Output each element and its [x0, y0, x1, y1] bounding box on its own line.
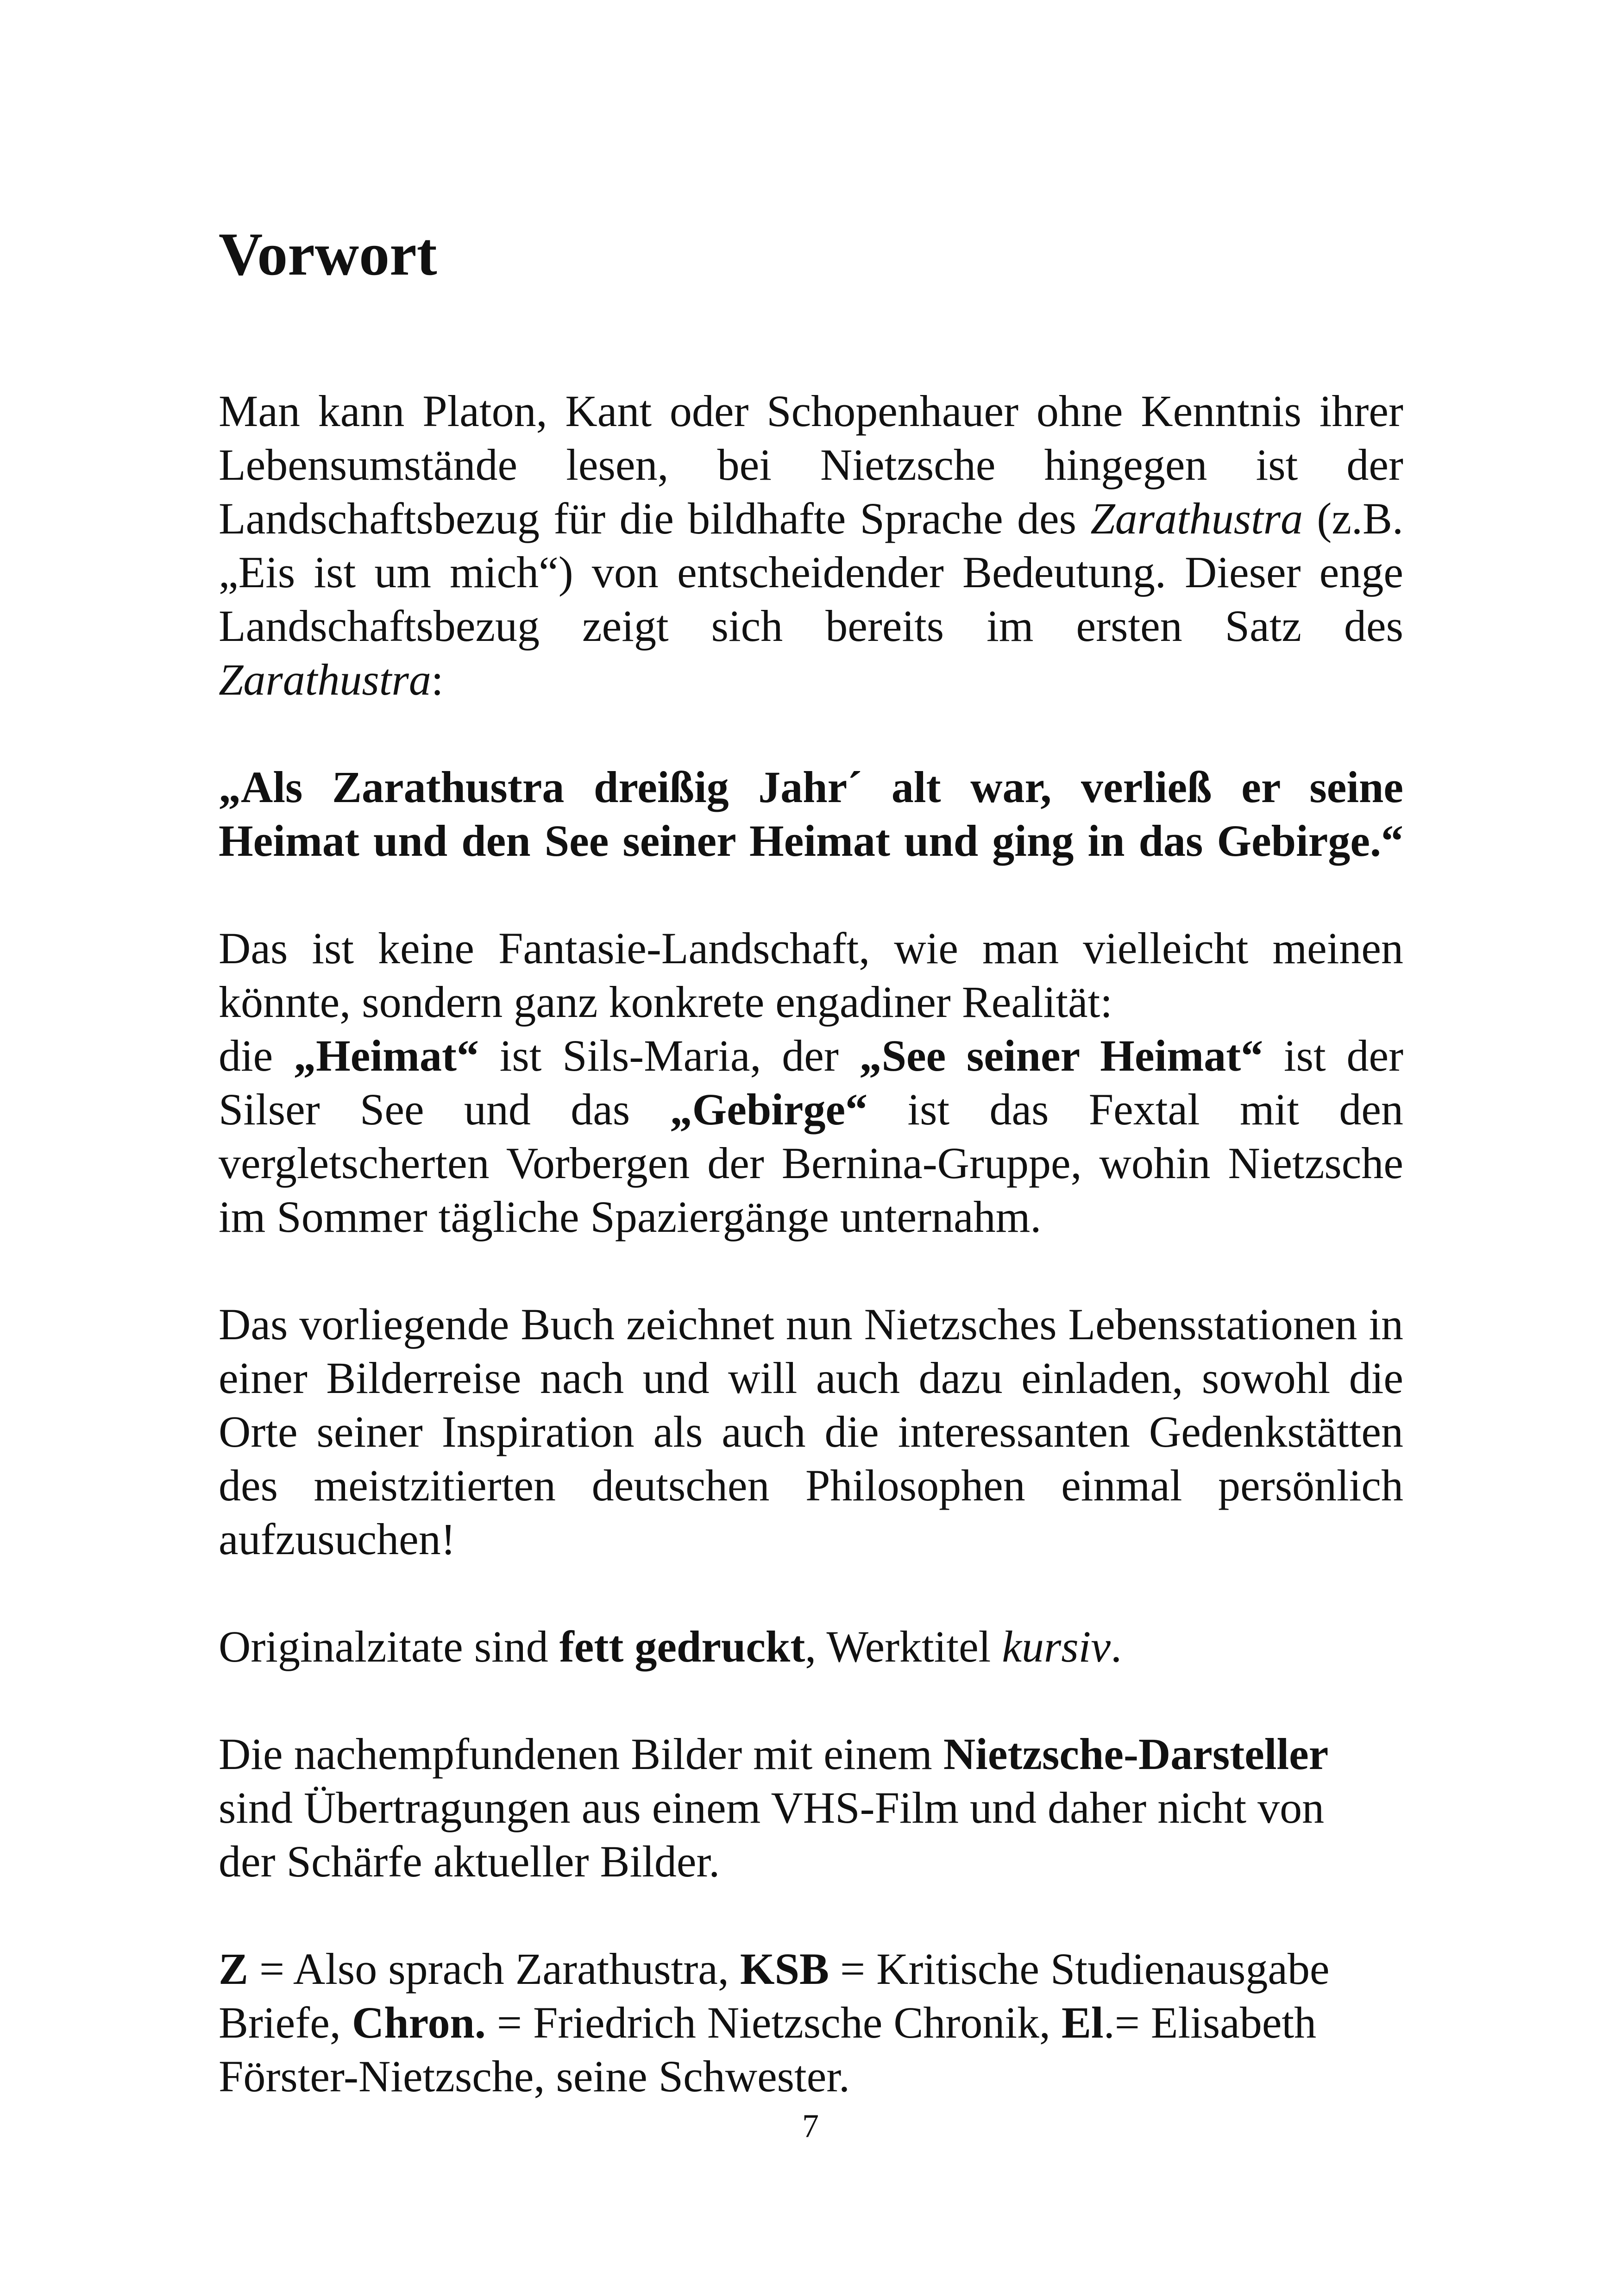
paragraph-book-purpose: Das vorliegende Buch zeichnet nun Nietzsches Lebensstationen in einer Bilderreise nach und will auch dazu einladen, sowohl die Orte seiner Inspiration als auch die interessanten Gedenkstätten des meistzitierten deutschen Philosophen einmal persönlich aufzusuchen! [219, 1299, 1403, 1564]
image-note-text: Die nachempfundenen Bilder mit einem [219, 1729, 943, 1779]
nietzsche-darsteller: Nietzsche-Darsteller [943, 1729, 1329, 1779]
intro-text-b: (z.B. „Eis ist um mich“) von entscheidender Bedeutung. Dieser enge Landschaftsbezug zeigt sich bereits im ersten Satz des [219, 494, 1404, 651]
image-note-line-2: sind Übertragungen aus einem VHS-Film und daher nicht von [219, 1783, 1325, 1832]
paragraph-landscape [219, 922, 1403, 1244]
abbr-ksb-text: = Kritische Studienausgabe [829, 1944, 1330, 1994]
image-note-line-3: der Schärfe aktueller Bilder. [219, 1837, 720, 1886]
typography-text-1: Originalzitate sind [219, 1622, 559, 1671]
typography-text-2: , Werktitel [805, 1622, 1002, 1671]
landscape-text-3: ist der Silser See und das [219, 1031, 1404, 1134]
quote-text: „Als Zarathustra dreißig Jahr´ alt war, verließ er seine Heimat und den See seiner Heimat und ging in das Gebirge.“ [219, 762, 1403, 866]
landscape-text-1: die [219, 1031, 294, 1080]
bold-example: fett gedruckt [559, 1622, 805, 1671]
paragraph-typography-note [219, 1620, 1403, 1674]
quote-gebirge: „Gebirge“ [670, 1085, 868, 1134]
quote-see-seiner-heimat: „See seiner Heimat“ [859, 1031, 1263, 1080]
page-title: Vorwort [219, 220, 437, 288]
quote-heimat: „Heimat“ [294, 1031, 479, 1080]
work-title-zarathustra-2: Zarathustra [219, 655, 431, 704]
landscape-text-4: ist das Fextal mit den vergletscherten Vorbergen der Bernina-Gruppe, wohin Nietzsche im Sommer tägliche Spaziergänge unternahm. [219, 1085, 1404, 1242]
abbr-el: El [1062, 1998, 1104, 2047]
abbr-z: Z [219, 1944, 249, 1994]
abbr-z-text: = Also sprach Zarathustra, [248, 1944, 740, 1994]
intro-text-a: Man kann Platon, Kant oder Schopenhauer ohne Kenntnis ihrer Lebensumstände lesen, bei Nietzsche hingegen ist der Landschaftsbezug für die bildhafte Sprache des [219, 386, 1403, 543]
abbr-ksb: KSB [740, 1944, 829, 1994]
body-text [219, 384, 1403, 2157]
paragraph-image-note [219, 1727, 1403, 1888]
landscape-text-2: ist Sils-Maria, der [478, 1031, 860, 1080]
landscape-explanation [219, 1029, 1403, 1244]
abbr-chron: Chron. [352, 1998, 486, 2047]
abbreviations-line-2 [219, 1996, 1403, 2050]
intro-text-c: : [431, 655, 444, 704]
landscape-line-1: Das ist keine Fantasie-Landschaft, wie man vielleicht meinen [219, 923, 1403, 973]
italic-example: kursiv [1002, 1622, 1111, 1671]
paragraph-abbreviations [219, 1942, 1403, 2103]
landscape-line-2: könnte, sondern ganz konkrete engadiner Realität: [219, 977, 1112, 1027]
abbreviations-line-3: Förster-Nietzsche, seine Schwester. [219, 2051, 850, 2101]
image-note-line-1 [219, 1727, 1403, 1781]
abbr-chron-text: = Friedrich Nietzsche Chronik, [485, 1998, 1062, 2047]
abbreviations-line-1 [219, 1942, 1403, 1996]
abbr-briefe-text: Briefe, [219, 1998, 352, 2047]
typography-text-3: . [1110, 1622, 1122, 1671]
work-title-zarathustra: Zarathustra [1090, 494, 1303, 543]
page-number: 7 [802, 2108, 819, 2145]
abbr-el-text: .= Elisabeth [1103, 1998, 1317, 2047]
zarathustra-quote [219, 760, 1403, 868]
paragraph-intro [219, 384, 1403, 707]
